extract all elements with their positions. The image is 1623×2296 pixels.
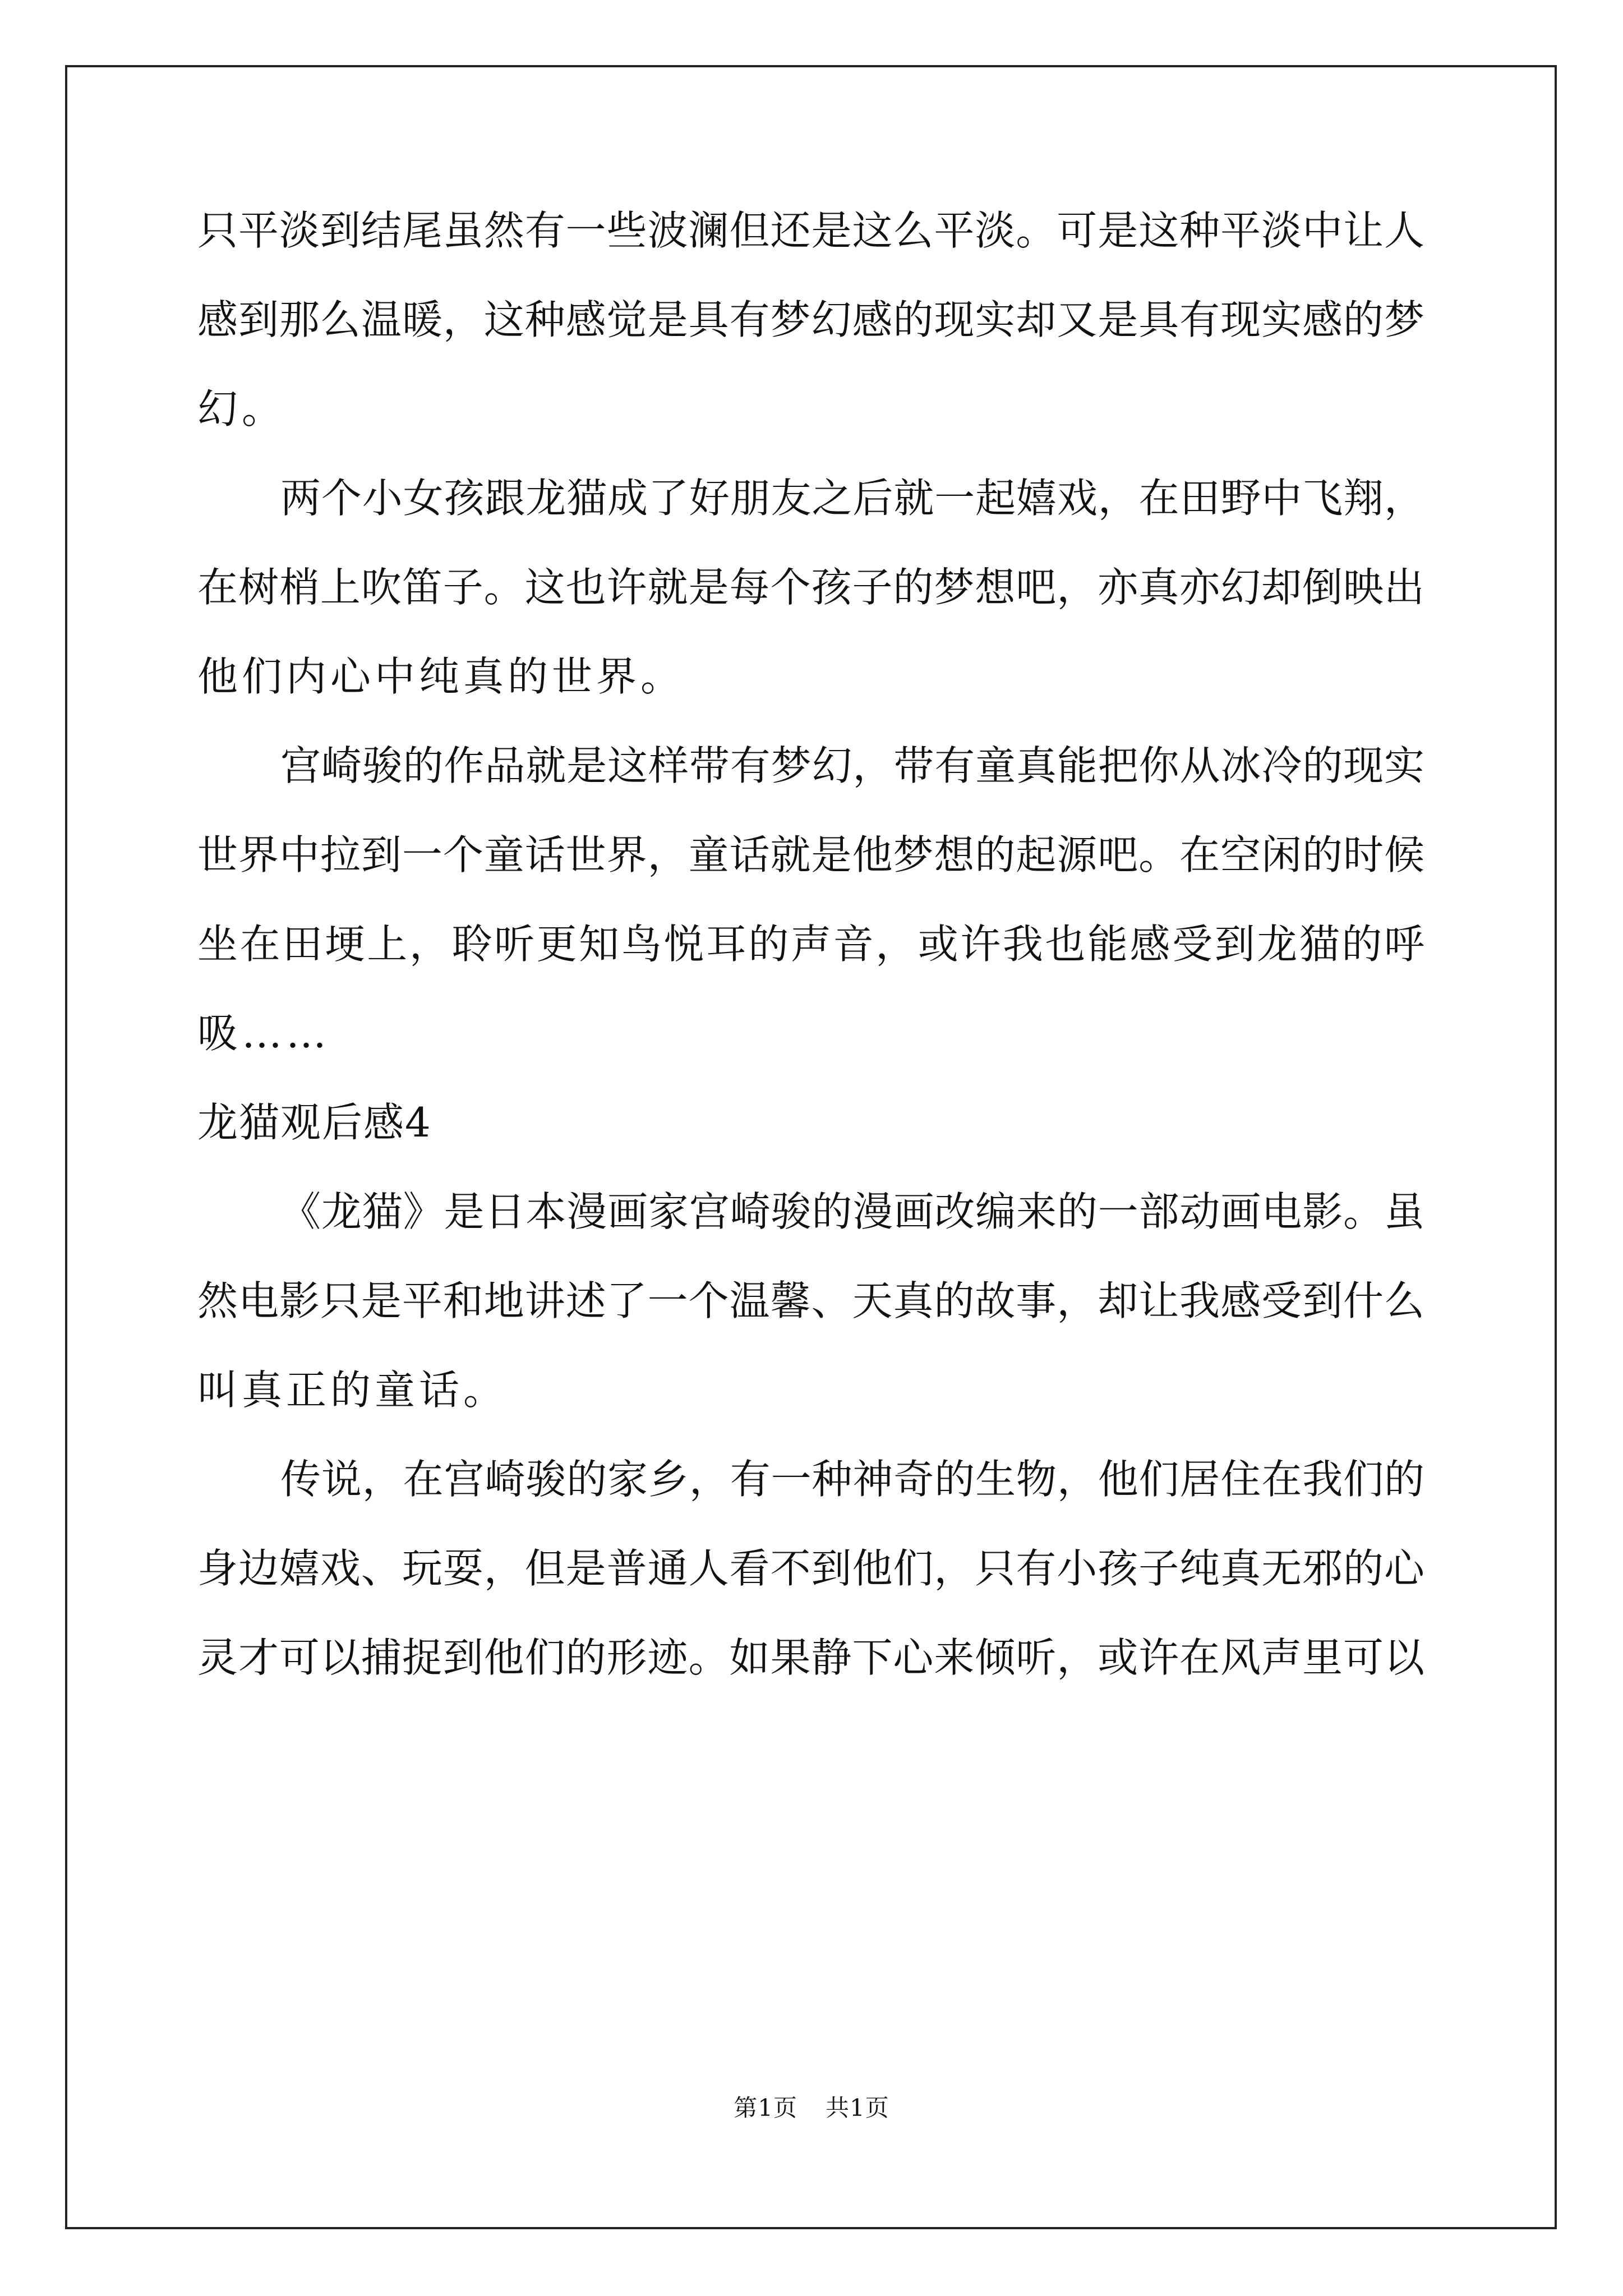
paragraph-first-line: 宫崎骏的作品就是这样带有梦幻，带有童真能把你从冰冷的现实: [280, 742, 1424, 789]
page-number-label: 第1页: [734, 2094, 797, 2122]
text-line: 身边嬉戏、玩耍，但是普通人看不到他们，只有小孩子纯真无邪的心: [197, 1545, 1424, 1592]
text-line: 吸……: [197, 1010, 331, 1057]
text-line: 幻。: [197, 385, 287, 432]
paragraph-first-line: 《龙猫》是日本漫画家宫崎骏的漫画改编来的一部动画电影。虽: [280, 1188, 1424, 1235]
text-line: 然电影只是平和地讲述了一个温馨、天真的故事，却让我感受到什么: [197, 1277, 1424, 1324]
text-line: 感到那么温暖，这种感觉是具有梦幻感的现实却又是具有现实感的梦: [197, 296, 1424, 343]
section-heading: 龙猫观后感4: [197, 1099, 432, 1146]
paragraph-first-line: 传说，在宫崎骏的家乡，有一种神奇的生物，他们居住在我们的: [280, 1456, 1424, 1503]
text-line: 在树梢上吹笛子。这也许就是每个孩子的梦想吧，亦真亦幻却倒映出: [197, 564, 1424, 611]
text-line: 坐在田埂上，聆听更知鸟悦耳的声音，或许我也能感受到龙猫的呼: [197, 921, 1424, 968]
text-line: 灵才可以捕捉到他们的形迹。如果静下心来倾听，或许在风声里可以: [197, 1634, 1424, 1681]
text-line: 只平淡到结尾虽然有一些波澜但还是这么平淡。可是这种平淡中让人: [197, 207, 1424, 254]
text-line: 叫真正的童话。: [197, 1366, 508, 1414]
page-footer: [0, 2091, 1623, 2125]
page-total-label: 共1页: [826, 2094, 889, 2122]
text-line: 他们内心中纯真的世界。: [197, 653, 685, 700]
paragraph-first-line: 两个小女孩跟龙猫成了好朋友之后就一起嬉戏，在田野中飞翔，: [280, 475, 1424, 522]
text-line: 世界中拉到一个童话世界，童话就是他梦想的起源吧。在空闲的时候: [197, 831, 1424, 878]
